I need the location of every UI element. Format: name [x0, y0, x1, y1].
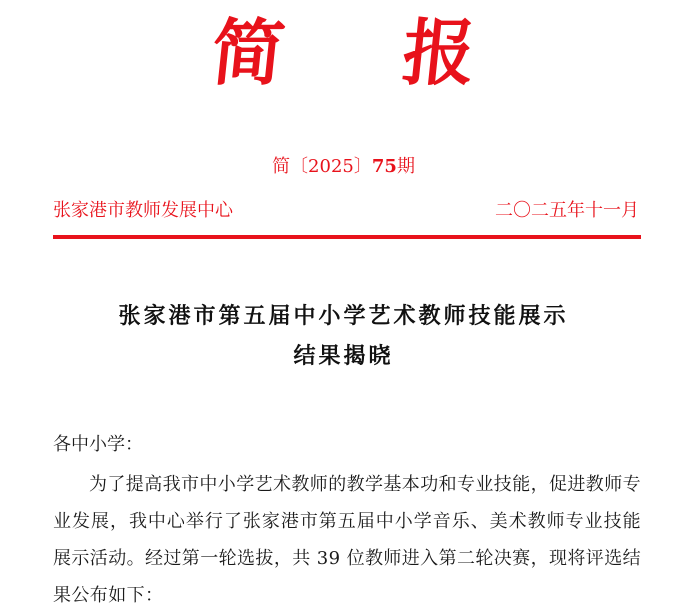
body-paragraph: 为了提高我市中小学艺术教师的教学基本功和专业技能，促进教师专业发展，我中心举行了张家港市第五届中小学音乐、美术教师专业技能展示活动。经过第一轮选拔，共 39 位教师进入第二轮决赛，现将评选结果公布如下：	[53, 474, 641, 606]
headline-line-2: 结果揭晓	[293, 344, 394, 369]
masthead-title	[0, 8, 687, 98]
issue-number	[0, 152, 687, 178]
red-divider	[53, 235, 641, 239]
salutation: 各中小学：	[53, 434, 143, 455]
document-headline	[0, 297, 687, 377]
masthead-char-jian: 简	[208, 11, 289, 95]
org-date-line	[53, 196, 639, 222]
headline-line-1: 张家港市第五届中小学艺术教师技能展示	[118, 304, 569, 329]
issue-suffix: 期	[396, 156, 415, 177]
masthead-char-bao: 报	[398, 11, 479, 95]
issue-prefix: 简〔2025〕	[272, 156, 372, 177]
issue-date: 二〇二五年十一月	[495, 200, 639, 221]
issuing-organization: 张家港市教师发展中心	[53, 200, 233, 221]
issue-num: 75	[371, 156, 397, 177]
